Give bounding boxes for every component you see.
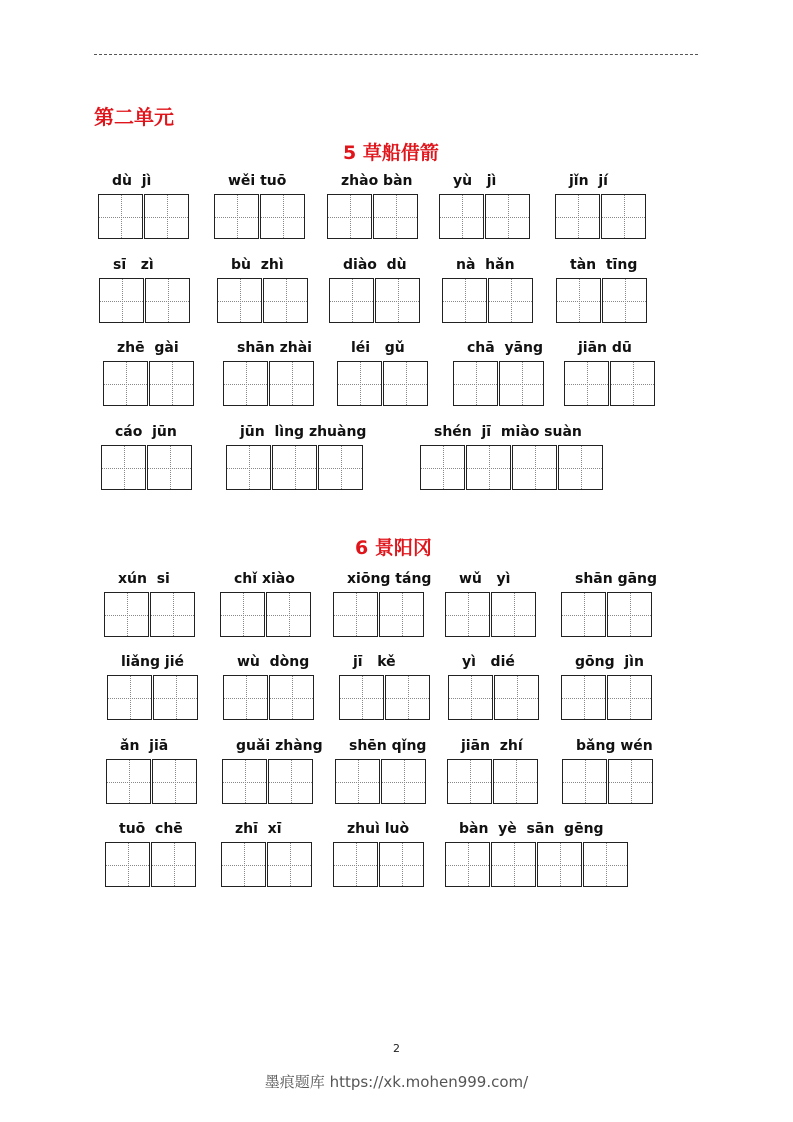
tianzige-cell[interactable] — [217, 278, 262, 323]
tianzige-cell[interactable] — [222, 759, 267, 804]
pinyin-label: jiān dū — [578, 340, 632, 356]
tianzige-cell[interactable] — [491, 842, 536, 887]
tianzige-cell[interactable] — [106, 759, 151, 804]
tianzige-cell[interactable] — [373, 194, 418, 239]
writing-boxes — [448, 675, 540, 720]
tianzige-cell[interactable] — [379, 842, 424, 887]
tianzige-cell[interactable] — [445, 592, 490, 637]
pinyin-label: zhē gài — [117, 340, 179, 356]
pinyin-label: cáo jūn — [115, 424, 177, 440]
tianzige-cell[interactable] — [445, 842, 490, 887]
tianzige-cell[interactable] — [104, 592, 149, 637]
pinyin-label: sī zì — [113, 257, 154, 273]
tianzige-cell[interactable] — [226, 445, 271, 490]
writing-boxes — [439, 194, 531, 239]
writing-boxes — [223, 361, 315, 406]
pinyin-label: diào dù — [343, 257, 407, 273]
tianzige-cell[interactable] — [602, 278, 647, 323]
writing-boxes — [561, 675, 653, 720]
tianzige-cell[interactable] — [485, 194, 530, 239]
tianzige-cell[interactable] — [439, 194, 484, 239]
writing-boxes — [99, 278, 191, 323]
tianzige-cell[interactable] — [103, 361, 148, 406]
writing-boxes — [555, 194, 647, 239]
writing-boxes — [222, 759, 314, 804]
tianzige-cell[interactable] — [381, 759, 426, 804]
tianzige-cell[interactable] — [564, 361, 609, 406]
tianzige-cell[interactable] — [561, 675, 606, 720]
writing-boxes — [98, 194, 190, 239]
writing-boxes — [442, 278, 534, 323]
tianzige-cell[interactable] — [442, 278, 487, 323]
writing-boxes — [103, 361, 195, 406]
tianzige-cell[interactable] — [607, 592, 652, 637]
tianzige-cell[interactable] — [223, 675, 268, 720]
pinyin-label: shān gāng — [575, 571, 658, 587]
lesson-title: 5 草船借箭 — [343, 142, 439, 164]
tianzige-cell[interactable] — [272, 445, 317, 490]
writing-boxes — [104, 592, 196, 637]
unit-title: 第二单元 — [94, 105, 174, 129]
tianzige-cell[interactable] — [601, 194, 646, 239]
tianzige-cell[interactable] — [610, 361, 655, 406]
pinyin-label: ǎn jiā — [120, 738, 169, 754]
writing-boxes — [337, 361, 429, 406]
pinyin-label: zhī xī — [235, 821, 282, 837]
tianzige-cell[interactable] — [147, 445, 192, 490]
tianzige-cell[interactable] — [105, 842, 150, 887]
top-dashed-rule — [94, 54, 698, 55]
tianzige-cell[interactable] — [333, 842, 378, 887]
pinyin-label: shān zhài — [237, 340, 312, 356]
pinyin-label: wù dòng — [237, 654, 310, 670]
footer-watermark: 墨痕题库 https://xk.mohen999.com/ — [264, 1073, 529, 1091]
pinyin-label: zhuì luò — [347, 821, 410, 837]
writing-boxes — [445, 842, 629, 887]
pinyin-label: shén jī miào suàn — [434, 424, 582, 440]
tianzige-cell[interactable] — [260, 194, 305, 239]
writing-boxes — [445, 592, 537, 637]
writing-boxes — [220, 592, 312, 637]
tianzige-cell[interactable] — [383, 361, 428, 406]
pinyin-label: guǎi zhàng — [236, 738, 323, 754]
pinyin-label: yì dié — [462, 654, 515, 670]
tianzige-cell[interactable] — [152, 759, 197, 804]
tianzige-cell[interactable] — [339, 675, 384, 720]
tianzige-cell[interactable] — [453, 361, 498, 406]
pinyin-label: gōng jìn — [575, 654, 644, 670]
writing-boxes — [561, 592, 653, 637]
pinyin-label: yù jì — [453, 173, 497, 189]
tianzige-cell[interactable] — [499, 361, 544, 406]
tianzige-cell[interactable] — [491, 592, 536, 637]
writing-boxes — [339, 675, 431, 720]
pinyin-label: xún si — [118, 571, 170, 587]
tianzige-cell[interactable] — [379, 592, 424, 637]
pinyin-label: léi gǔ — [351, 340, 405, 356]
tianzige-cell[interactable] — [98, 194, 143, 239]
writing-boxes — [420, 445, 604, 490]
tianzige-cell[interactable] — [150, 592, 195, 637]
tianzige-cell[interactable] — [448, 675, 493, 720]
tianzige-cell[interactable] — [558, 445, 603, 490]
writing-boxes — [217, 278, 309, 323]
tianzige-cell[interactable] — [145, 278, 190, 323]
writing-boxes — [107, 675, 199, 720]
lesson-title: 6 景阳冈 — [355, 537, 432, 559]
tianzige-cell[interactable] — [101, 445, 146, 490]
pinyin-label: liǎng jié — [121, 654, 184, 670]
writing-boxes — [447, 759, 539, 804]
tianzige-cell[interactable] — [269, 675, 314, 720]
pinyin-label: nà hǎn — [456, 257, 515, 273]
tianzige-cell[interactable] — [333, 592, 378, 637]
writing-boxes — [221, 842, 313, 887]
tianzige-cell[interactable] — [385, 675, 430, 720]
writing-boxes — [214, 194, 306, 239]
writing-boxes — [223, 675, 315, 720]
tianzige-cell[interactable] — [329, 278, 374, 323]
pinyin-label: jǐn jí — [569, 173, 608, 189]
tianzige-cell[interactable] — [144, 194, 189, 239]
writing-boxes — [105, 842, 197, 887]
writing-boxes — [333, 592, 425, 637]
pinyin-label: jī kě — [353, 654, 396, 670]
tianzige-cell[interactable] — [556, 278, 601, 323]
tianzige-cell[interactable] — [466, 445, 511, 490]
writing-boxes — [335, 759, 427, 804]
pinyin-label: tàn tīng — [570, 257, 638, 273]
page-number: 2 — [393, 1042, 400, 1055]
tianzige-cell[interactable] — [583, 842, 628, 887]
tianzige-cell[interactable] — [512, 445, 557, 490]
pinyin-label: tuō chē — [119, 821, 183, 837]
tianzige-cell[interactable] — [375, 278, 420, 323]
tianzige-cell[interactable] — [267, 842, 312, 887]
tianzige-cell[interactable] — [263, 278, 308, 323]
tianzige-cell[interactable] — [269, 361, 314, 406]
pinyin-label: chǐ xiào — [234, 571, 295, 587]
tianzige-cell[interactable] — [107, 675, 152, 720]
pinyin-label: xiōng táng — [347, 571, 432, 587]
tianzige-cell[interactable] — [562, 759, 607, 804]
pinyin-label: zhào bàn — [341, 173, 413, 189]
tianzige-cell[interactable] — [327, 194, 372, 239]
pinyin-label: wǔ yì — [459, 571, 511, 587]
writing-boxes — [564, 361, 656, 406]
tianzige-cell[interactable] — [318, 445, 363, 490]
tianzige-cell[interactable] — [561, 592, 606, 637]
pinyin-label: chā yāng — [467, 340, 544, 356]
tianzige-cell[interactable] — [220, 592, 265, 637]
tianzige-cell[interactable] — [488, 278, 533, 323]
pinyin-label: dù jì — [112, 173, 152, 189]
pinyin-label: bù zhì — [231, 257, 284, 273]
tianzige-cell[interactable] — [268, 759, 313, 804]
tianzige-cell[interactable] — [555, 194, 600, 239]
writing-boxes — [101, 445, 193, 490]
writing-boxes — [327, 194, 419, 239]
tianzige-cell[interactable] — [153, 675, 198, 720]
writing-boxes — [329, 278, 421, 323]
writing-boxes — [333, 842, 425, 887]
tianzige-cell[interactable] — [214, 194, 259, 239]
tianzige-cell[interactable] — [221, 842, 266, 887]
tianzige-cell[interactable] — [447, 759, 492, 804]
writing-boxes — [556, 278, 648, 323]
tianzige-cell[interactable] — [149, 361, 194, 406]
tianzige-cell[interactable] — [537, 842, 582, 887]
pinyin-label: wěi tuō — [228, 173, 287, 189]
writing-boxes — [106, 759, 198, 804]
tianzige-cell[interactable] — [99, 278, 144, 323]
writing-boxes — [226, 445, 364, 490]
tianzige-cell[interactable] — [607, 675, 652, 720]
tianzige-cell[interactable] — [151, 842, 196, 887]
pinyin-label: shēn qǐng — [349, 738, 427, 754]
writing-boxes — [453, 361, 545, 406]
tianzige-cell[interactable] — [493, 759, 538, 804]
tianzige-cell[interactable] — [266, 592, 311, 637]
pinyin-label: bàn yè sān gēng — [459, 821, 604, 837]
tianzige-cell[interactable] — [608, 759, 653, 804]
pinyin-label: jūn lìng zhuàng — [240, 424, 367, 440]
tianzige-cell[interactable] — [337, 361, 382, 406]
tianzige-cell[interactable] — [420, 445, 465, 490]
writing-boxes — [562, 759, 654, 804]
tianzige-cell[interactable] — [494, 675, 539, 720]
pinyin-label: bǎng wén — [576, 738, 653, 754]
pinyin-label: jiān zhí — [461, 738, 523, 754]
tianzige-cell[interactable] — [223, 361, 268, 406]
tianzige-cell[interactable] — [335, 759, 380, 804]
